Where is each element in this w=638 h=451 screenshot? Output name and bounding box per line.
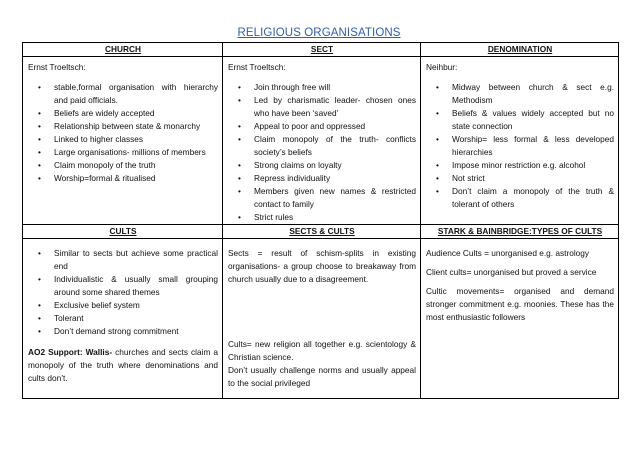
stark-bainbridge-cell	[421, 239, 619, 399]
list-item: • Strict rules	[228, 211, 416, 224]
cultic-movements: Cultic movements= organised and demand stronger commitment e.g. moonies. These has the most enthusiastic followers	[426, 286, 614, 322]
stark-bainbridge-header: STARK & BAINBRIDGE:TYPES OF CULTS	[421, 225, 619, 239]
cults-header: CULTS	[23, 225, 223, 239]
sects-cults-cell	[223, 239, 421, 399]
list-item: • Linked to higher classes	[28, 133, 218, 146]
client-cults: Client cults= unorganised but proved a service	[426, 267, 597, 277]
cults-norms: Don’t usually challenge norms and usually appeal to the social privileged	[228, 365, 416, 388]
list-item: • Exclusive belief system	[28, 299, 218, 312]
list-item: • Similar to sects but achieve some practical end	[28, 247, 218, 273]
list-item: • Join through free will	[228, 81, 416, 94]
cults-definition: Cults= new religion all together e.g. scientology & Christian science.	[228, 339, 416, 362]
ao2-label: AO2 Support: Wallis-	[28, 347, 113, 357]
list-item: • Worship= less formal & less developed hierarchies	[426, 133, 614, 159]
list-item: • Don’t demand strong commitment	[28, 325, 218, 338]
list-item: • Beliefs are widely accepted	[28, 107, 218, 120]
denomination-cell	[421, 57, 619, 225]
table-row	[23, 57, 619, 225]
audience-cults: Audience Cults = unorganised e.g. astrology	[426, 248, 590, 258]
list-item: • stable,formal organisation with hierarchy and paid officials.	[28, 81, 218, 107]
list-item: • Don’t claim a monopoly of the truth & tolerant of others	[426, 185, 614, 211]
list-item: • Relationship between state & monarchy	[28, 120, 218, 133]
table-row	[23, 239, 619, 399]
denomination-header: DENOMINATION	[421, 43, 619, 57]
list-item: • Strong claims on loyalty	[228, 159, 416, 172]
list-item: • Led by charismatic leader- chosen ones who have been ‘saved’	[228, 94, 416, 120]
list-item: • Not strict	[426, 172, 614, 185]
list-item: • Midway between church & sect e.g. Methodism	[426, 81, 614, 107]
ao2-text: churches and sects claim a monopoly of the truth where denominations and cults don’t.	[28, 347, 218, 383]
sect-list	[228, 81, 416, 224]
list-item: • Large organisations- millions of members	[28, 146, 218, 159]
list-item: • Claim monopoly of the truth	[28, 159, 218, 172]
list-item: • Members given new names & restricted contact to family	[228, 185, 416, 211]
sect-cell	[223, 57, 421, 225]
list-item: • Impose minor restriction e.g. alcohol	[426, 159, 614, 172]
sect-header: SECT	[223, 43, 421, 57]
church-intro: Ernst Troeltsch:	[28, 62, 86, 72]
list-item: • Beliefs & values widely accepted but no state connection	[426, 107, 614, 133]
ao2-support	[28, 346, 218, 385]
church-list	[28, 81, 218, 185]
table-header-row	[23, 43, 619, 57]
sects-definition: Sects = result of schism-splits in existing organisations- a group choose to breakaway from church usually due to a disagreement.	[228, 248, 416, 284]
denomination-list	[426, 81, 614, 211]
cults-cell	[23, 239, 223, 399]
church-cell	[23, 57, 223, 225]
table-header-row	[23, 225, 619, 239]
denomination-intro: Neihbur:	[426, 62, 458, 72]
list-item: • Individualistic & usually small grouping around some shared themes	[28, 273, 218, 299]
page-title: RELIGIOUS ORGANISATIONS	[237, 27, 401, 39]
list-item: • Repress individuality	[228, 172, 416, 185]
cults-list	[28, 247, 218, 338]
list-item: • Claim monopoly of the truth- conflicts society’s beliefs	[228, 133, 416, 159]
list-item: • Appeal to poor and oppressed	[228, 120, 416, 133]
sect-intro: Ernst Troeltsch:	[228, 62, 286, 72]
sects-cults-header: SECTS & CULTS	[223, 225, 421, 239]
list-item: • Tolerant	[28, 312, 218, 325]
church-header: CHURCH	[23, 43, 223, 57]
organisations-table	[22, 42, 619, 399]
list-item: • Worship=formal & ritualised	[28, 172, 218, 185]
